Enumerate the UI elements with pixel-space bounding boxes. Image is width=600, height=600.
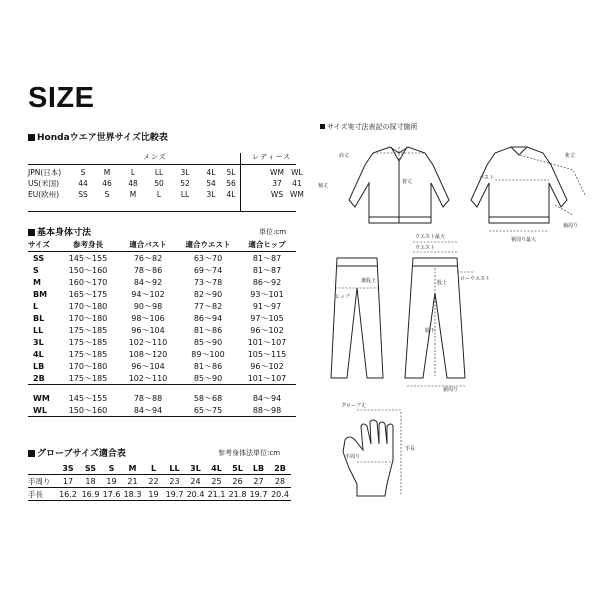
body-row (28, 324, 296, 336)
body-value-cell: 170～180 (68, 313, 108, 323)
glove-row-label: 手長 (28, 489, 43, 499)
compare-cell: 3L (180, 168, 190, 177)
body-value-cell: 78～86 (133, 265, 163, 275)
body-column-header: 適合ヒップ (238, 238, 296, 252)
body-value-cell: 69～74 (193, 265, 223, 275)
body-value-cell: 165～175 (68, 289, 108, 299)
hand-length-label: 手長 (405, 446, 416, 452)
body-value-cell: 175～185 (68, 325, 108, 335)
glove-row-label: 手周り (28, 476, 51, 486)
body-size-cell: LL (33, 325, 44, 335)
body-value-cell: 84～94 (252, 393, 282, 403)
body-size-cell: 2B (33, 373, 45, 383)
body-size-cell: M (33, 277, 41, 287)
compare-cell: 5L (226, 168, 236, 177)
compare-cell: M (129, 190, 137, 199)
body-value-cell: 84～92 (133, 277, 163, 287)
shoulder-label: 肩丈 (339, 153, 350, 159)
body-value-cell: 81～86 (193, 325, 223, 335)
glove-heading: グローブサイズ適合表 (28, 446, 126, 459)
body-value-cell: 160～170 (68, 277, 108, 287)
hand-girth-label: 手周り (345, 454, 361, 460)
glove-value-cell: 17.6 (102, 489, 121, 499)
body-row (28, 264, 296, 276)
compare-cell: 54 (206, 179, 216, 188)
body-value-cell: 86～94 (193, 313, 223, 323)
body-value-cell: 82～90 (193, 289, 223, 299)
body-value-cell: 86～92 (252, 277, 282, 287)
glove-value-cell: 25 (211, 476, 222, 486)
compare-row-label: EU(欧州) (28, 190, 60, 199)
body-value-cell: 150～160 (68, 265, 108, 275)
body-value-cell: 77～82 (193, 301, 223, 311)
sleeve-label: 袖丈 (318, 183, 329, 189)
rise-back-label: 後股上 (361, 278, 377, 284)
compare-heading: Hondaウエア世界サイズ比較表 (28, 130, 168, 143)
body-row (28, 392, 296, 404)
glove-value-cell: 18.3 (123, 489, 142, 499)
body-value-cell: 102～110 (128, 337, 168, 347)
body-value-cell: 76～82 (133, 253, 163, 263)
body-value-cell: 96～104 (131, 361, 165, 371)
body-size-cell: L (33, 301, 39, 311)
body-row (28, 288, 296, 300)
body-value-cell: 145～155 (68, 253, 108, 263)
body-value-cell: 150～160 (68, 405, 108, 415)
sleeve-width-label: 袖周り (563, 223, 579, 229)
compare-cell: L (130, 168, 136, 177)
diagram-heading: サイズ実寸法表記の採寸箇所 (320, 122, 417, 132)
glove-size-header: 3L (185, 462, 206, 475)
compare-cell: WM (290, 190, 304, 199)
compare-cell: L (156, 190, 162, 199)
glove-size-header: SS (80, 462, 101, 475)
glove-value-cell: 19 (106, 476, 117, 486)
body-value-cell: 90～98 (133, 301, 163, 311)
square-bullet-icon (320, 124, 325, 129)
body-value-cell: 73～78 (193, 277, 223, 287)
body-row (28, 372, 296, 385)
glove-unit: 参考身体法単位:cm (218, 449, 281, 457)
body-size-cell: SS (33, 253, 45, 263)
compare-cell: WS (270, 190, 284, 199)
body-size-cell: WM (33, 393, 50, 403)
glove-row (28, 475, 291, 488)
body-gap-row (28, 385, 296, 393)
body-value-cell: 145～155 (68, 393, 108, 403)
body-size-cell: WL (33, 405, 47, 415)
body-value-cell: 98～106 (131, 313, 165, 323)
compare-cell: 4L (206, 168, 216, 177)
glove-length-label: グローブ丈 (341, 403, 366, 409)
body-table (28, 238, 296, 418)
pants-diagram (315, 228, 515, 393)
glove-size-header: L (143, 462, 164, 475)
bust-label: バスト (479, 175, 495, 181)
body-value-cell: 96～102 (250, 325, 284, 335)
compare-cell: 56 (226, 179, 236, 188)
glove-size-header: 2B (269, 462, 291, 475)
body-row (28, 360, 296, 372)
glove-value-cell: 21 (127, 476, 138, 486)
compare-cell: 46 (102, 179, 112, 188)
glove-header-row (28, 462, 291, 475)
low-waist-label: ローウエスト (460, 276, 491, 282)
compare-cell: 52 (180, 179, 190, 188)
glove-value-cell: 24 (190, 476, 201, 486)
body-value-cell: 170～180 (68, 361, 108, 371)
body-size-cell: 4L (33, 349, 44, 359)
body-row (28, 348, 296, 360)
compare-cell: WM (270, 168, 284, 177)
compare-cell: 44 (78, 179, 88, 188)
body-value-cell: 88～98 (252, 405, 282, 415)
compare-cell: 41 (292, 179, 302, 188)
jacket-back-collar (511, 147, 527, 155)
body-value-cell: 81～87 (252, 253, 282, 263)
glove-value-cell: 18 (85, 476, 96, 486)
glove-diagram (315, 400, 435, 500)
body-value-cell: 101～107 (247, 373, 287, 383)
body-column-header: サイズ (28, 238, 58, 252)
glove-value-cell: 26 (232, 476, 243, 486)
glove-value-cell: 20.4 (271, 489, 289, 499)
body-value-cell: 175～185 (68, 349, 108, 359)
body-header-row (28, 238, 296, 252)
glove-size-header: LB (248, 462, 269, 475)
body-value-cell: 78～88 (133, 393, 163, 403)
compare-spacer (238, 178, 264, 189)
sleeve-width-line (555, 205, 573, 215)
glove-size-header: 5L (227, 462, 248, 475)
compare-cell: 48 (128, 179, 138, 188)
compare-spacer (238, 167, 264, 178)
glove-value-cell: 21.1 (207, 489, 226, 499)
body-size-cell: BL (33, 313, 45, 323)
body-value-cell: 96～104 (131, 325, 165, 335)
waist-label: ウエスト (415, 245, 436, 251)
compare-spacer (238, 189, 264, 200)
body-size-cell: S (33, 265, 39, 275)
pants-front (331, 258, 383, 378)
compare-rule (28, 164, 296, 165)
compare-cell: S (80, 168, 86, 177)
compare-row-label: JPN(日本) (28, 168, 62, 177)
sleeve2-label: 裄丈 (565, 153, 576, 159)
compare-cell: 37 (272, 179, 282, 188)
compare-rule-bottom (28, 211, 296, 212)
body-size-cell: 3L (33, 337, 44, 347)
body-size-cell: LB (33, 361, 45, 371)
glove-value-cell: 28 (274, 476, 286, 486)
compare-row (28, 189, 304, 200)
body-row (28, 312, 296, 324)
compare-cell: 4L (226, 190, 236, 199)
body-column-header: 参考身長 (58, 238, 118, 252)
body-end-rule (28, 417, 296, 419)
body-row (28, 336, 296, 348)
body-value-cell: 105～115 (247, 349, 287, 359)
body-value-cell: 85～90 (193, 373, 223, 383)
body-value-cell: 65～75 (193, 405, 223, 415)
body-value-cell: 101～107 (247, 337, 287, 347)
body-unit: 単位:cm (259, 228, 287, 236)
body-value-cell: 94～102 (131, 289, 165, 299)
body-column-header: 適合バスト (118, 238, 178, 252)
glove-row (28, 488, 291, 501)
compare-cell: WL (291, 168, 303, 177)
glove-value-cell: 22 (148, 476, 159, 486)
compare-row-label: US(米国) (28, 179, 60, 188)
compare-row (28, 167, 304, 178)
glove-table (28, 462, 291, 501)
body-value-cell: 91～97 (252, 301, 282, 311)
body-value-cell: 81～86 (193, 361, 223, 371)
glove-value-cell: 19.7 (165, 489, 184, 499)
glove-size-header: LL (164, 462, 185, 475)
body-column-header: 適合ウエスト (178, 238, 238, 252)
glove-value-cell: 19 (148, 489, 159, 499)
glove-value-cell: 20.4 (186, 489, 205, 499)
body-row (28, 300, 296, 312)
body-row (28, 252, 296, 265)
body-value-cell: 97～105 (250, 313, 284, 323)
body-value-cell: 96～102 (250, 361, 284, 371)
body-value-cell: 108～120 (128, 349, 168, 359)
glove-value-cell: 21.8 (228, 489, 247, 499)
body-value-cell: 85～90 (193, 337, 223, 347)
compare-cell: 50 (154, 179, 164, 188)
body-value-cell: 63～70 (193, 253, 223, 263)
jacket-back-body (471, 147, 567, 223)
body-row (28, 404, 296, 417)
compare-cell: S (104, 190, 110, 199)
body-value-cell: 170～180 (68, 301, 108, 311)
mens-label: メンズ (143, 153, 167, 161)
compare-row (28, 178, 304, 189)
rise-label: 股上 (437, 280, 448, 286)
glove-value-cell: 23 (169, 476, 180, 486)
body-value-cell: 175～185 (68, 373, 108, 383)
glove-value-cell: 27 (253, 476, 264, 486)
body-size-cell: BM (33, 289, 48, 299)
body-value-cell: 84～94 (133, 405, 163, 415)
compare-cell: LL (154, 168, 164, 177)
body-value-cell: 175～185 (68, 337, 108, 347)
body-heading: 基本身体寸法 (28, 225, 91, 238)
length-label: 着丈 (402, 179, 413, 185)
glove-value-cell: 16.9 (81, 489, 100, 499)
compare-table (28, 167, 304, 200)
body-value-cell: 93～101 (250, 289, 284, 299)
body-value-cell: 81～87 (252, 265, 282, 275)
body-value-cell: 58～68 (193, 393, 223, 403)
hip-label: ヒップ (335, 294, 350, 300)
body-row (28, 276, 296, 288)
ladies-label: レディース (252, 153, 292, 161)
glove-value-cell: 19.7 (249, 489, 268, 499)
hem-label: 裾周り (443, 387, 459, 393)
glove-size-header: 3S (56, 462, 80, 475)
body-value-cell: 102～110 (128, 373, 168, 383)
glove-size-header: 4L (206, 462, 227, 475)
compare-cell: M (103, 168, 111, 177)
glove-value-cell: 16.2 (59, 489, 77, 499)
inseam-label: 股下 (425, 328, 436, 334)
waist-max-label: ウエスト最大 (415, 234, 446, 240)
compare-cell: SS (78, 190, 88, 199)
glove-size-header: M (122, 462, 143, 475)
glove-size-header: S (101, 462, 122, 475)
glove-corner-cell (28, 462, 56, 475)
compare-cell: 3L (206, 190, 216, 199)
compare-cell: LL (180, 190, 190, 199)
page-title: SIZE (28, 82, 95, 114)
hem-width-label: 裾周り最大 (511, 237, 537, 243)
glove-value-cell: 17 (62, 476, 74, 486)
body-value-cell: 89～100 (191, 349, 225, 359)
